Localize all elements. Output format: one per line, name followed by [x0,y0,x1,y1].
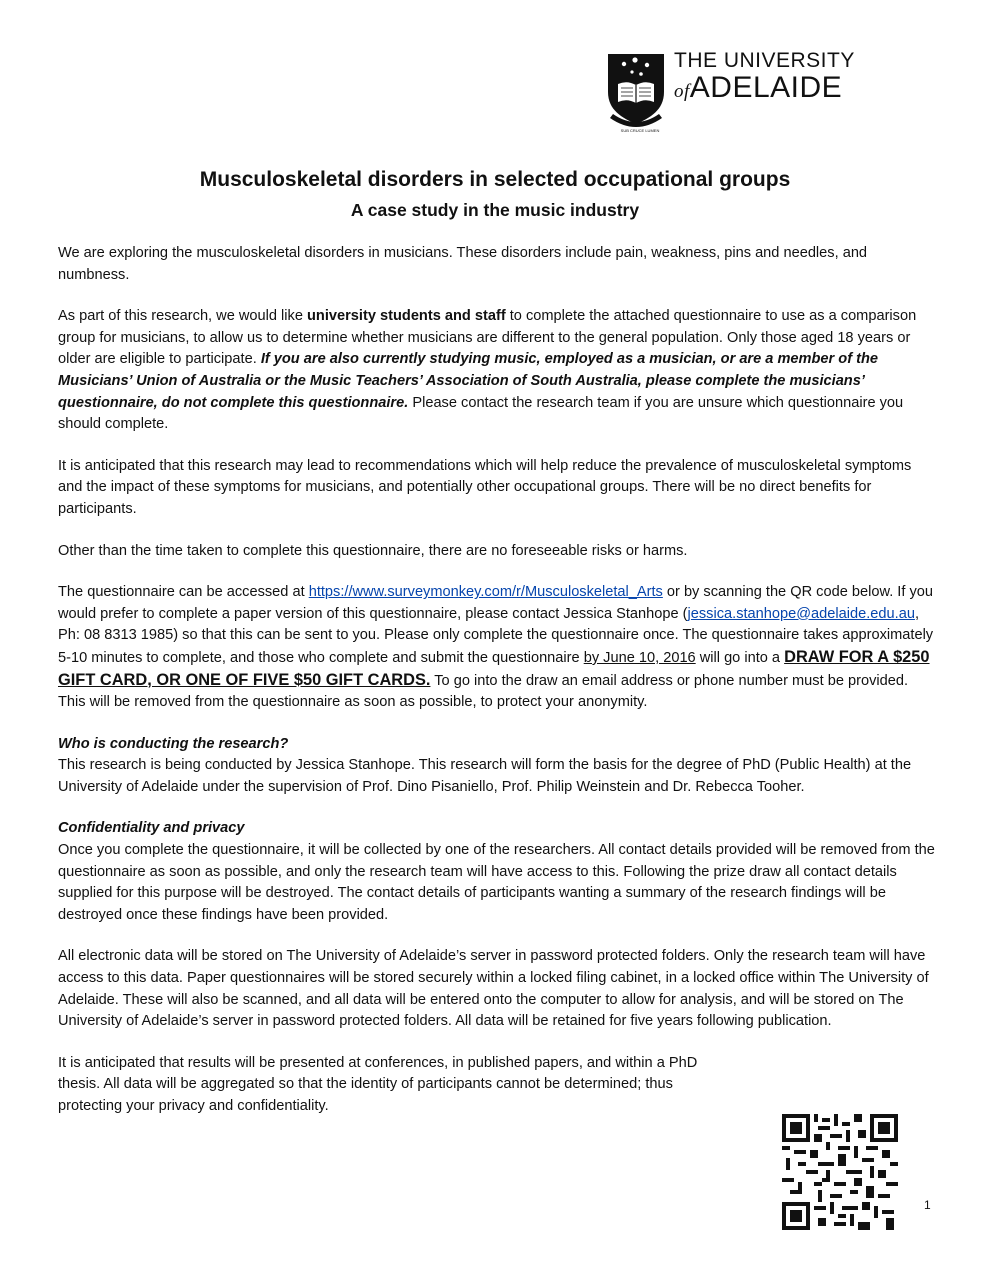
paragraph-risks: Other than the time taken to complete this questionnaire, there are no foreseeable risks or harms. [58,542,688,559]
confidentiality-heading: Confidentiality and privacy [58,820,245,837]
qr-code-icon[interactable] [782,1114,898,1230]
bold-italic-notice: If you are also currently studying music, employed as a musician, or are a member of the Musicians’ Union of Australia or the Music Teachers’ Association of South Australia, please complete the musicians’ questionnaire, do not complete this questionnaire. [58,351,879,411]
who-body: This research is being conducted by Jessica Stanhope. This research will form the basis for the degree of PhD (Public Health) at the University of Adelaide under the supervision of Prof. Dino Pisaniello, Prof. Philip Weinstein and Dr. Rebecca Tooher. [58,757,912,795]
text-segment: The questionnaire can be accessed at [58,584,309,601]
paragraph-benefits: It is anticipated that this research may lead to recommendations which will help reduce the prevalence of musculoskeletal symptoms and the impact of these symptoms for musicians, and potentially other occupational groups. There will be no direct benefits for participants. [58,457,912,517]
logo-line-2 [674,73,855,103]
logo-wordmark [674,50,855,103]
paragraph-access [58,582,938,714]
email-link[interactable]: jessica.stanhope@adelaide.edu.au [687,605,915,622]
text-segment: Please contact the research team if you are unsure which questionnaire you should complete. [58,394,904,433]
text-segment: , Ph: 08 8313 1985) so that this can be sent to you. Please only complete the questionnaire once. The questionnaire takes approximately 5-10 minutes to complete, and those who complete and submit the questionnaire [58,605,934,666]
who-heading: Who is conducting the research? [58,735,289,752]
page-number: 1 [924,1198,931,1212]
paragraph-eligibility [58,306,938,436]
text-segment: or by scanning the QR code below. If you would prefer to complete a paper version of this questionnaire, please contact Jessica Stanhope ( [58,584,934,622]
document-subtitle: A case study in the music industry [350,200,640,220]
survey-link[interactable]: https://www.surveymonkey.com/r/Musculoskeletal_Arts [308,584,663,601]
section-confidentiality [58,818,938,926]
text-segment: As part of this research, we would like [58,308,308,325]
text-segment: To go into the draw an email address or phone number must be provided. This will be removed from the questionnaire as soon as possible, to protect your anonymity. [58,672,909,711]
paragraph-data-storage: All electronic data will be stored on The University of Adelaide’s server in password protected folders. Only the research team will have access to this data. Paper questionnaires will be stored securely within a locked filing cabinet, in a locked office within The University of Adelaide. These will also be scanned, and all data will be entered onto the computer to allow for analysis, and will be stored on The University of Adelaide’s server in password protected folders. All data will be retained for five years following publication. [58,948,929,1030]
paragraph-results: It is anticipated that results will be presented at conferences, in published papers, and within a PhD thesis. All data will be aggregated so that the identity of participants cannot be determined; thus protecting your privacy and confidentiality. [58,1054,698,1114]
logo-motto: SUB CRUCE LUMEN [620,128,660,133]
confidentiality-body: Once you complete the questionnaire, it will be collected by one of the researchers. All contact details provided will be removed from the questionnaire as soon as possible, and only the research team will have access to this. Following the prize draw all contact details supplied for this purpose will be destroyed. The contact details of participants wanting a summary of the research findings will be destroyed once these findings have been provided. [58,842,935,923]
prize-draw-text: DRAW FOR A $250 GIFT CARD, OR ONE OF FIVE $50 GIFT CARDS. [58,647,930,689]
logo-of: of [674,81,690,102]
document-body [58,243,938,1138]
university-crest-icon [604,52,668,136]
logo-adelaide: ADELAIDE [689,71,843,104]
logo-line-1: THE UNIVERSITY [674,49,855,72]
document-title: Musculoskeletal disorders in selected occupational groups [199,168,791,191]
bold-text: university students and staff [307,308,506,325]
section-who [58,734,938,799]
text-segment: to complete the attached questionnaire to use as a comparison group for musicians, to allow us to determine whether musicians are different to the general population. Only those aged 18 years or older are eligible to participate. [58,308,917,368]
paragraph-intro: We are exploring the musculoskeletal disorders in musicians. These disorders include pain, weakness, pins and needles, and numbness. [58,245,868,283]
text-segment: will go into a [695,649,785,666]
university-logo [604,50,864,136]
deadline-text: by June 10, 2016 [583,649,696,666]
